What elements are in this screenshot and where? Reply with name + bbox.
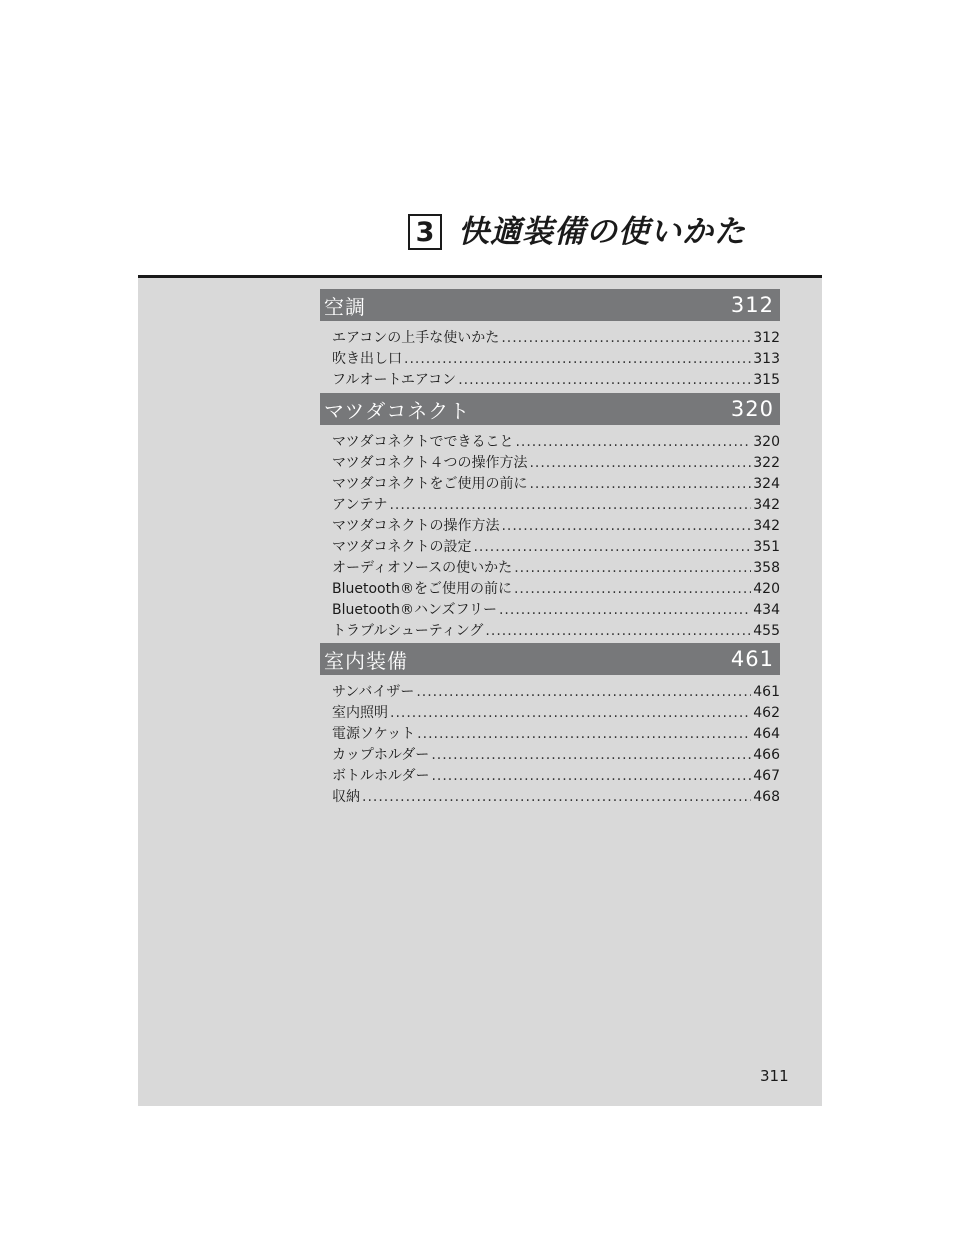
section-title: マツダコネクト	[324, 398, 471, 423]
dot-leader	[529, 453, 751, 474]
dot-leader	[389, 495, 751, 516]
entry-page: 461	[753, 684, 780, 700]
dot-leader	[501, 516, 751, 537]
entry-title: アンテナ	[332, 497, 388, 513]
entry-title: 収納	[332, 789, 360, 805]
entry-page: 420	[753, 581, 780, 597]
entry-page: 313	[753, 351, 780, 367]
entry-title: トラブルシューティング	[332, 623, 484, 639]
chapter-title: 快適装備の使いかた	[458, 213, 746, 250]
dot-leader	[473, 537, 751, 558]
entry-title: サンバイザー	[332, 684, 415, 700]
toc-section-mazda-connect	[320, 393, 780, 642]
entry-title: Bluetooth®ハンズフリー	[332, 602, 497, 618]
toc-entry[interactable]	[320, 621, 780, 642]
toc-entry[interactable]	[320, 537, 780, 558]
dot-leader	[431, 766, 751, 787]
entry-page: 342	[753, 518, 780, 534]
dot-leader	[362, 787, 751, 808]
entry-title: マツダコネクトをご使用の前に	[332, 476, 528, 492]
entry-title: カップホルダー	[332, 747, 430, 763]
toc-entry[interactable]	[320, 703, 780, 724]
entry-page: 351	[753, 539, 780, 555]
dot-leader	[499, 600, 751, 621]
entry-page: 466	[753, 747, 780, 763]
section-header[interactable]	[320, 393, 780, 425]
entry-title: マツダコネクト４つの操作方法	[332, 455, 528, 471]
toc-entry[interactable]	[320, 745, 780, 766]
entry-title: フルオートエアコン	[332, 372, 457, 388]
dot-leader	[431, 745, 751, 766]
dot-leader	[458, 370, 751, 391]
toc-section-interior	[320, 643, 780, 808]
section-header[interactable]	[320, 643, 780, 675]
toc-entry[interactable]	[320, 787, 780, 808]
entry-title: オーディオソースの使いかた	[332, 560, 513, 576]
dot-leader	[390, 703, 751, 724]
entry-page: 315	[753, 372, 780, 388]
entry-page: 464	[753, 726, 780, 742]
dot-leader	[501, 328, 751, 349]
entry-page: 320	[753, 434, 780, 450]
entry-page: 342	[753, 497, 780, 513]
section-header[interactable]	[320, 289, 780, 321]
section-title: 室内装備	[324, 648, 408, 673]
toc-entry[interactable]	[320, 766, 780, 787]
entry-page: 434	[753, 602, 780, 618]
entry-title: Bluetooth®をご使用の前に	[332, 581, 512, 597]
entry-title: マツダコネクトでできること	[332, 434, 514, 450]
toc-entry[interactable]	[320, 349, 780, 370]
entry-page: 467	[753, 768, 780, 784]
toc-entry[interactable]	[320, 682, 780, 703]
entry-title: 室内照明	[332, 705, 388, 721]
entry-page: 468	[753, 789, 780, 805]
toc-entry[interactable]	[320, 432, 780, 453]
section-page: 312	[730, 293, 774, 317]
entry-title: 電源ソケット	[332, 726, 416, 742]
toc-entry[interactable]	[320, 724, 780, 745]
toc-entry[interactable]	[320, 600, 780, 621]
toc-entry[interactable]	[320, 558, 780, 579]
dot-leader	[514, 558, 751, 579]
chapter-number: 3	[408, 214, 442, 250]
toc-section-aircon	[320, 289, 780, 391]
entry-page: 322	[753, 455, 780, 471]
toc-entry[interactable]	[320, 474, 780, 495]
section-page: 320	[730, 397, 774, 421]
page-number: 311	[760, 1067, 789, 1085]
entry-page: 358	[753, 560, 780, 576]
dot-leader	[529, 474, 751, 495]
entry-page: 324	[753, 476, 780, 492]
dot-leader	[404, 349, 751, 370]
entry-title: ボトルホルダー	[332, 768, 430, 784]
dot-leader	[515, 432, 751, 453]
section-title: 空調	[324, 294, 366, 319]
toc-entry[interactable]	[320, 370, 780, 391]
chapter-header	[408, 210, 746, 254]
toc-entry[interactable]	[320, 516, 780, 537]
dot-leader	[514, 579, 751, 600]
entry-title: 吹き出し口	[332, 351, 402, 367]
entry-title: マツダコネクトの設定	[332, 539, 472, 555]
section-page: 461	[730, 647, 774, 671]
entry-page: 462	[753, 705, 780, 721]
entry-page: 455	[753, 623, 780, 639]
entry-page: 312	[753, 330, 780, 346]
toc-entry[interactable]	[320, 579, 780, 600]
entry-title: マツダコネクトの操作方法	[332, 518, 500, 534]
toc-entry[interactable]	[320, 328, 780, 349]
toc-entry[interactable]	[320, 453, 780, 474]
dot-leader	[417, 724, 751, 745]
dot-leader	[485, 621, 751, 642]
toc-entry[interactable]	[320, 495, 780, 516]
entry-title: エアコンの上手な使いかた	[332, 330, 500, 346]
dot-leader	[416, 682, 751, 703]
